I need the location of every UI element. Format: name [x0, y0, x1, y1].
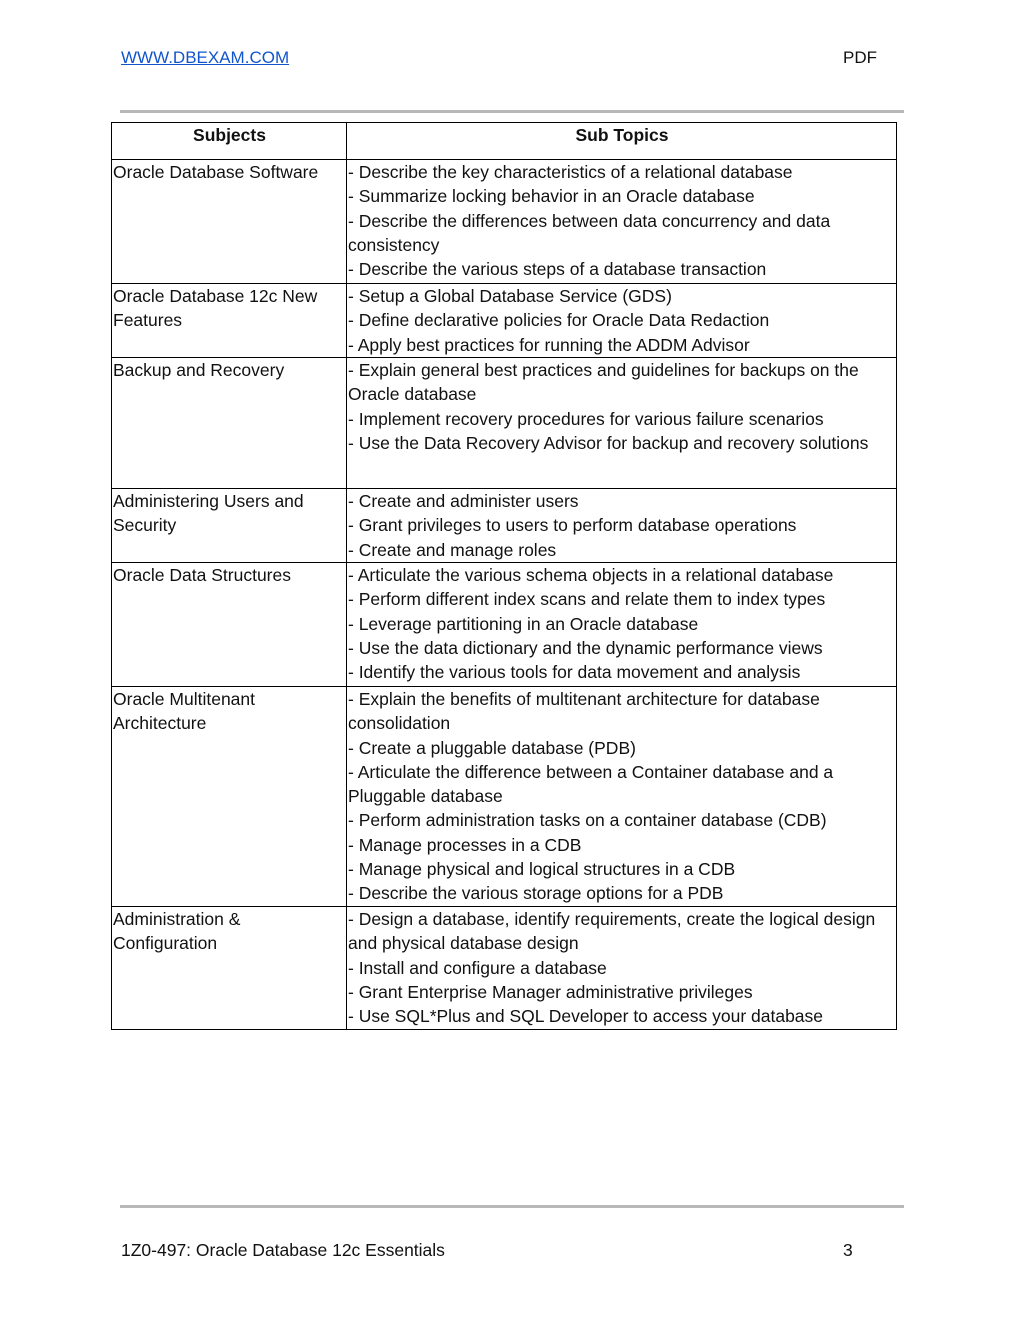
subject-cell: Oracle Database 12c New Features [112, 284, 347, 358]
sub-topic-item: - Create a pluggable database (PDB) [348, 737, 636, 758]
sub-topic-item: - Create and administer users [348, 491, 579, 511]
sub-topic-item: - Summarize locking behavior in an Oracle database [348, 186, 755, 207]
sub-topic-item: - Manage physical and logical structures in a CDB [348, 859, 736, 880]
footer-divider [120, 1205, 904, 1208]
sub-topic-item: - Leverage partitioning in an Oracle database [348, 613, 699, 634]
sub-topic-item: - Explain the benefits of multitenant architecture for database consolidation [348, 689, 820, 734]
subject-cell: Oracle Multitenant Architecture [112, 687, 347, 907]
sub-topics-cell [347, 160, 897, 284]
sub-topic-item: - Setup a Global Database Service (GDS) [348, 286, 672, 306]
sub-topic-item: - Use the data dictionary and the dynamic performance views [348, 637, 823, 658]
sub-topic-item: - Apply best practices for running the ADDM Advisor [348, 334, 750, 355]
sub-topics-cell [347, 563, 897, 687]
sub-topic-item: - Identify the various tools for data movement and analysis [348, 662, 801, 683]
sub-topic-item: - Define declarative policies for Oracle Data Redaction [348, 310, 770, 331]
subject-cell: Backup and Recovery [112, 358, 347, 489]
sub-topic-item: - Articulate the difference between a Container database and a Pluggable database [348, 761, 834, 807]
sub-topics-cell [347, 358, 897, 489]
column-header-subjects: Subjects [112, 123, 347, 160]
sub-topic-item: - Perform administration tasks on a container database (CDB) [348, 810, 827, 831]
sub-topic-item: - Describe the various steps of a database transaction [348, 259, 767, 280]
format-label: PDF [843, 48, 877, 67]
sub-topic-item: - Describe the key characteristics of a relational database [348, 162, 793, 182]
sub-topics-cell [347, 489, 897, 563]
sub-topics-cell [347, 907, 897, 1030]
subject-cell: Oracle Data Structures [112, 563, 347, 687]
document-title: 1Z0-497: Oracle Database 12c Essentials [121, 1240, 445, 1260]
table-row [112, 284, 897, 358]
sub-topic-item: - Design a database, identify requirements, create the logical design and physical database design [348, 909, 876, 954]
sub-topics-cell [347, 284, 897, 358]
table-row [112, 160, 897, 284]
subject-cell: Administration & Configuration [112, 907, 347, 1030]
sub-topic-item: - Use the Data Recovery Advisor for backup and recovery solutions [348, 432, 869, 453]
sub-topic-item: - Create and manage roles [348, 539, 557, 560]
sub-topic-item: - Use SQL*Plus and SQL Developer to access your database [348, 1006, 824, 1027]
table-row [112, 563, 897, 687]
subject-cell: Oracle Database Software [112, 160, 347, 284]
sub-topic-item: - Articulate the various schema objects in a relational database [348, 565, 834, 585]
sub-topics-cell [347, 687, 897, 907]
subject-cell: Administering Users and Security [112, 489, 347, 563]
sub-topic-item: - Implement recovery procedures for various failure scenarios [348, 408, 824, 429]
sub-topic-item: - Describe the differences between data concurrency and data consistency [348, 210, 831, 255]
sub-topic-item: - Manage processes in a CDB [348, 834, 582, 855]
page-number: 3 [843, 1240, 853, 1260]
sub-topic-item: - Grant privileges to users to perform database operations [348, 515, 797, 536]
sub-topic-item: - Perform different index scans and relate them to index types [348, 589, 826, 610]
site-link[interactable]: WWW.DBEXAM.COM [121, 48, 290, 67]
table-row [112, 489, 897, 563]
sub-topic-item: - Describe the various storage options for a PDB [348, 883, 724, 904]
table-row [112, 687, 897, 907]
table-row [112, 907, 897, 1030]
header-divider [120, 110, 904, 113]
sub-topic-item: - Explain general best practices and guidelines for backups on the Oracle database [348, 360, 859, 405]
column-header-sub-topics: Sub Topics [347, 123, 897, 160]
table-header-row [112, 123, 897, 160]
subjects-table [111, 122, 897, 1030]
table-row [112, 358, 897, 489]
sub-topic-item: - Install and configure a database [348, 957, 607, 978]
sub-topic-item: - Grant Enterprise Manager administrative privileges [348, 981, 753, 1002]
